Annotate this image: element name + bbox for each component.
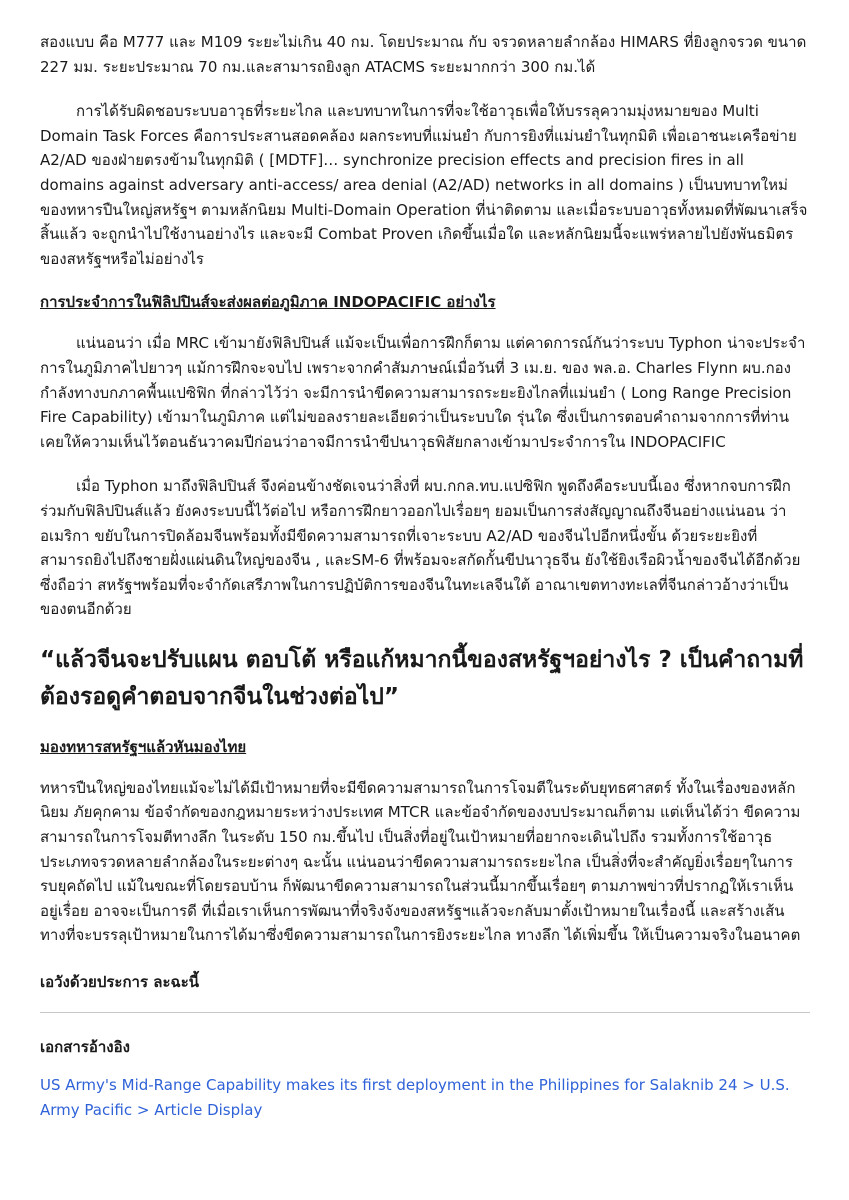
paragraph-thai-artillery: ทหารปืนใหญ่ของไทยแม้จะไม่ได้มีเป้าหมายที่จะมีขีดความสามารถในการโจมตีในระดับยุทธศาสตร์ ทั้งในเรื่องของหลักนิยม ภัยคุกคาม ข้อจำกัดของกฎหมายระหว่างประเทศ MTCR และข้อจำกัดของงบประมาณก็ตาม แต่เห็นได้ว่า ขีดความสามารถในการโจมตีทางลึก ในระดับ 150 กม.ขึ้นไป เป็นสิ่งที่อยู่ในเป้าหมายที่อยากจะเดินไปถึง รวมทั้งการใช้อาวุธประเภทจรวดหลายลำกล้องในระยะต่างๆ ฉะนั้น แน่นอนว่าขีดความสามารถระยะไกล เป็นสิ่งที่จะสำคัญยิ่งเรื่อยๆในการรบยุคถัดไป แม้ในขณะที่โดยรอบบ้าน ก็พัฒนาขีดความสามารถในส่วนนี้มากขึ้นเรื่อยๆ ตามภาพข่าวที่ปรากฏให้เราเห็นอยู่เรื่อย อาจจะเป็นการดี ที่เมื่อเราเห็นการพัฒนาที่จริงจังของสหรัฐฯแล้วจะกลับมาตั้งเป้าหมายในเรื่องนี้ และสร้างเส้นทางที่จะบรรลุเป้าหมายในการได้มาซึ่งขีดความสามารถในการยิงระยะไกล ทางลึก ได้เพิ่มขึ้น ให้เป็นความจริงในอนาคต (40, 778, 801, 945)
paragraph-mdtf-role: การได้รับผิดชอบระบบอาวุธที่ระยะไกล และบทบาทในการที่จะใช้อาวุธเพื่อให้บรรลุความมุ่งหมายของ Multi Domain Task Forces คือการประสานสอดคล้อง ผลกระทบที่แม่นยำ กับการยิงที่แม่นยำในทุกมิติ เพื่อเอาชนะเครือข่าย A2/AD ของฝ่ายตรงข้ามในทุกมิติ ( [MDTF]… synchronize precision effects and precision fires in all domains against adversary anti-access/ area denial (A2/AD) networks in all domains ) เป็นบทบาทใหม่ของทหารปืนใหญ่สหรัฐฯ ตามหลักนิยม Multi-Domain Operation ที่น่าติดตาม และเมื่อระบบอาวุธทั้งหมดที่พัฒนาเสร็จสิ้นแล้ว จะถูกนำไปใช้งานอย่างไร และจะมี Combat Proven เกิดขึ้นเมื่อใด และหลักนิยมนี้จะแพร่หลายไปยังพันธมิตรของสหรัฐฯหรือไม่อย่างไร (40, 102, 808, 268)
references-heading: เอกสารอ้างอิง (40, 1038, 130, 1057)
divider (40, 1012, 810, 1013)
article-body (40, 30, 810, 1122)
reference-link[interactable]: US Army's Mid-Range Capability makes its first deployment in the Philippines for Salaknib 24 > U.S. Army Pacific > Article Display (40, 1076, 790, 1119)
pull-quote: “แล้วจีนจะปรับแผน ตอบโต้ หรือแก้หมากนี้ของสหรัฐฯอย่างไร ? เป็นคำถามที่ต้องรอดูคำตอบจากจีนในช่วงต่อไป” (40, 646, 804, 710)
section-heading-thailand: มองทหารสหรัฐฯแล้วหันมองไทย (40, 737, 247, 756)
paragraph-artillery-systems: สองแบบ คือ M777 และ M109 ระยะไม่เกิน 40 กม. โดยประมาณ กับ จรวดหลายลำกล้อง HIMARS ที่ยิงลูกจรวด ขนาด 227 มม. ระยะประมาณ 70 กม.และสามารถยิงลูก ATACMS ระยะมากกว่า 300 กม.ได้ (40, 33, 807, 76)
paragraph-typhon-china: เมื่อ Typhon มาถึงฟิลิปปินส์ จึงค่อนข้างชัดเจนว่าสิ่งที่ ผบ.กกล.ทบ.แปซิฟิก พูดถึงคือระบบนี้เอง ซึ่งหากจบการฝึกร่วมกับฟิลิปปินส์แล้ว ยังคงระบบนี้ไว้ต่อไป หรือการฝึกยาวออกไปเรื่อยๆ ยอมเป็นการส่งสัญญาณถึงจีนอย่างแน่นอน ว่าอเมริกา ขยับในการปิดล้อมจีนพร้อมทั้งมีขีดความสามารถที่เจาะระบบ A2/AD ของจีนไปอีกหนึ่งขั้น ด้วยระยะยิงที่สามารถยิงไปถึงชายฝั่งแผ่นดินใหญ่ของจีน , และSM-6 ที่พร้อมจะสกัดกั้นขีปนาวุธจีน ยังใช้ยิงเรือผิวน้ำของจีนได้อีกด้วย ซึ่งถือว่า สหรัฐฯพร้อมที่จะจำกัดเสรีภาพในการปฏิบัติการของจีนในทะเลจีนใต้ อาณาเขตทางทะเลที่จีนกล่าวอ้างว่าเป็นของตนอีกด้วย (40, 477, 801, 619)
paragraph-mrc-deployment: แน่นอนว่า เมื่อ MRC เข้ามายังฟิลิปปินส์ แม้จะเป็นเพื่อการฝึกก็ตาม แต่คาดการณ์กันว่าระบบ Typhon น่าจะประจำการในภูมิภาคไปยาวๆ แม้การฝึกจะจบไป เพราะจากคำสัมภาษณ์เมื่อวันที่ 3 เม.ย. ของ พล.อ. Charles Flynn ผบ.กองกำลังทางบกภาคพื้นแปซิฟิก ที่กล่าวไว้ว่า จะมีการนำขีดความสามารถระยะยิงไกลที่แม่นยำ ( Long Range Precision Fire Capability) เข้ามาในภูมิภาค แต่ไม่ขอลงรายละเอียดว่าเป็นระบบใด รุ่นใด ซึ่งเป็นการตอบคำถามจากการที่ท่านเคยให้ความเห็นไว้ตอนธันวาคมปีก่อนว่าอาจมีการนำขีปนาวุธพิสัยกลางเข้ามาประจำการใน INDOPACIFIC (40, 334, 806, 451)
section-heading-philippines: การประจำการในฟิลิปปินส์จะส่งผลต่อภูมิภาค INDOPACIFIC อย่างไร (40, 293, 496, 312)
closing-line: เอวังด้วยประการ ละฉะนี้ (40, 973, 200, 992)
